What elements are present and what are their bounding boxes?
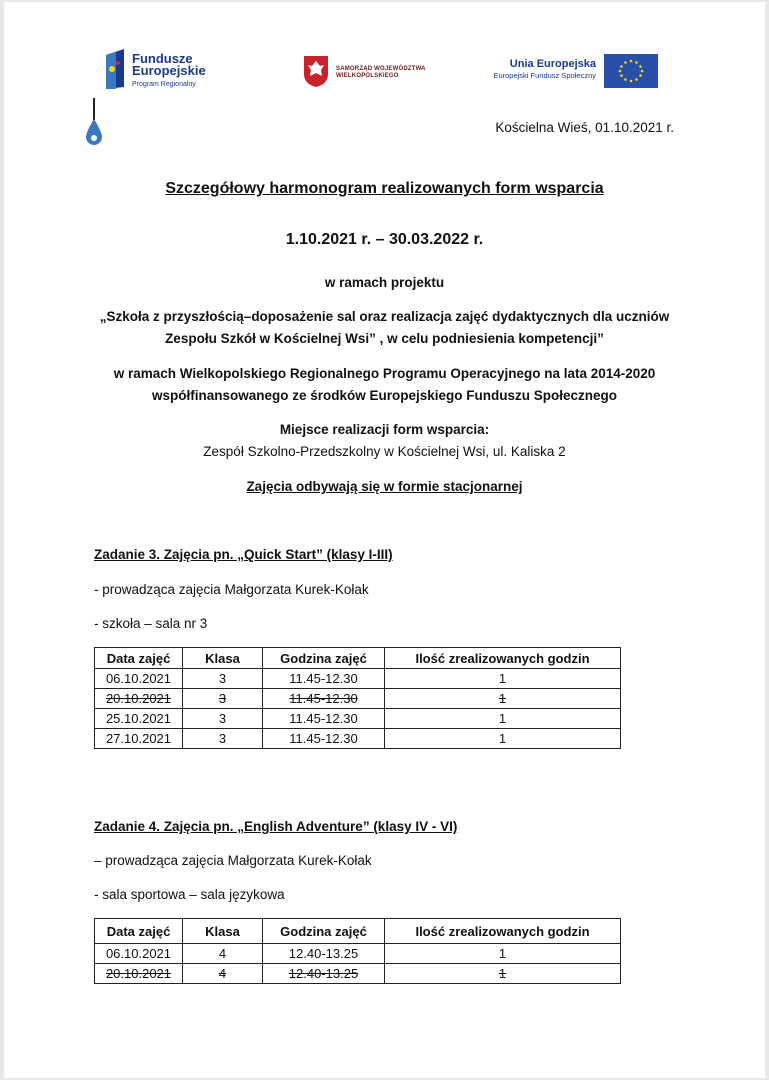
cell-hours: 1	[385, 944, 621, 964]
cell-time: 11.45-12.30	[263, 709, 385, 729]
table-row-cancelled	[95, 689, 621, 709]
col-time-header: Godzina zajęć	[263, 648, 385, 669]
cell-time: 12.40-13.25	[263, 964, 385, 984]
sw-line1: SAMORZĄD WOJEWÓDZTWA	[336, 66, 426, 72]
fe-sub: Program Regionalny	[132, 81, 196, 88]
col-date-header: Data zajęć	[95, 648, 183, 669]
fe-line1: Fundusze	[132, 51, 193, 66]
table-row-cancelled	[95, 964, 621, 984]
cell-class: 4	[183, 964, 263, 984]
col-class-header: Klasa	[183, 648, 263, 669]
cell-date: 25.10.2021	[95, 709, 183, 729]
cell-hours: 1	[385, 729, 621, 749]
cell-date: 20.10.2021	[95, 689, 183, 709]
eu-flag-icon	[604, 54, 658, 88]
cell-hours: 1	[385, 709, 621, 729]
cell-hours: 1	[385, 689, 621, 709]
cell-class: 3	[183, 669, 263, 689]
project-name-line1: „Szkoła z przyszłością–doposażenie sal oraz realizacja zajęć dydaktycznych dla uczniów	[99, 309, 670, 324]
col-hours-header: Ilość zrealizowanych godzin	[385, 648, 621, 669]
task3-heading: Zadanie 3. Zajęcia pn. „Quick Start” (klasy I-III)	[94, 547, 393, 562]
task4-teacher: – prowadząca zajęcia Małgorzata Kurek-Kołak	[94, 853, 372, 868]
cell-time: 12.40-13.25	[263, 944, 385, 964]
document-page	[4, 2, 765, 1078]
cell-time: 11.45-12.30	[263, 669, 385, 689]
location-value: Zespół Szkolno-Przedszkolny w Kościelnej Wsi, ul. Kaliska 2	[203, 444, 566, 459]
task3-room: - szkoła – sala nr 3	[94, 616, 208, 631]
place-date: Kościelna Wieś, 01.10.2021 r.	[495, 120, 674, 135]
task4-room: - sala sportowa – sala językowa	[94, 887, 285, 902]
program-line2: współfinansowanego ze środków Europejskiego Funduszu Społecznego	[151, 388, 618, 403]
cell-date: 20.10.2021	[95, 964, 183, 984]
program-line1: w ramach Wielkopolskiego Regionalnego Programu Operacyjnego na lata 2014-2020	[113, 366, 656, 381]
location-label: Miejsce realizacji form wsparcia:	[279, 422, 490, 437]
cell-class: 4	[183, 944, 263, 964]
table-row	[95, 944, 621, 964]
cell-hours: 1	[385, 964, 621, 984]
table-header-row	[95, 919, 621, 944]
cell-date: 06.10.2021	[95, 944, 183, 964]
document-title: Szczegółowy harmonogram realizowanych form wsparcia	[165, 180, 604, 197]
task4-heading: Zadanie 4. Zajęcia pn. „English Adventure” (klasy IV - VI)	[94, 819, 458, 834]
cell-time: 11.45-12.30	[263, 689, 385, 709]
col-hours-header: Ilość zrealizowanych godzin	[385, 919, 621, 944]
table-header-row	[95, 648, 621, 669]
ue-title: Unia Europejska	[509, 58, 596, 70]
col-date-header: Data zajęć	[95, 919, 183, 944]
col-time-header: Godzina zajęć	[263, 919, 385, 944]
samorzad-logo	[302, 54, 432, 90]
fe-line2: Europejskie	[132, 63, 206, 78]
eagle-crest-icon	[302, 54, 330, 88]
cell-time: 11.45-12.30	[263, 729, 385, 749]
fundusze-europejskie-logo	[102, 47, 222, 93]
mode-statement: Zajęcia odbywają się w formie stacjonarnej	[246, 479, 523, 494]
task4-table	[94, 918, 621, 984]
cell-class: 3	[183, 689, 263, 709]
project-name-line2: Zespołu Szkół w Kościelnej Wsi” , w celu podniesienia kompetencji”	[165, 331, 604, 346]
task3-teacher: - prowadząca zajęcia Małgorzata Kurek-Kołak	[94, 582, 369, 597]
sw-line2: WIELKOPOLSKIEGO	[336, 73, 399, 79]
project-intro: w ramach projektu	[324, 275, 445, 290]
table-row	[95, 729, 621, 749]
cell-class: 3	[183, 709, 263, 729]
ue-sub: Europejski Fundusz Społeczny	[493, 71, 596, 80]
unia-europejska-logo	[482, 52, 660, 90]
margin-line	[93, 98, 95, 120]
cell-hours: 1	[385, 669, 621, 689]
col-class-header: Klasa	[183, 919, 263, 944]
table-row	[95, 709, 621, 729]
drop-icon	[84, 118, 104, 146]
fe-flag-icon	[102, 47, 130, 91]
cell-date: 06.10.2021	[95, 669, 183, 689]
table-row	[95, 669, 621, 689]
cell-date: 27.10.2021	[95, 729, 183, 749]
task3-table	[94, 647, 621, 749]
date-range: 1.10.2021 r. – 30.03.2022 r.	[285, 231, 484, 248]
cell-class: 3	[183, 729, 263, 749]
